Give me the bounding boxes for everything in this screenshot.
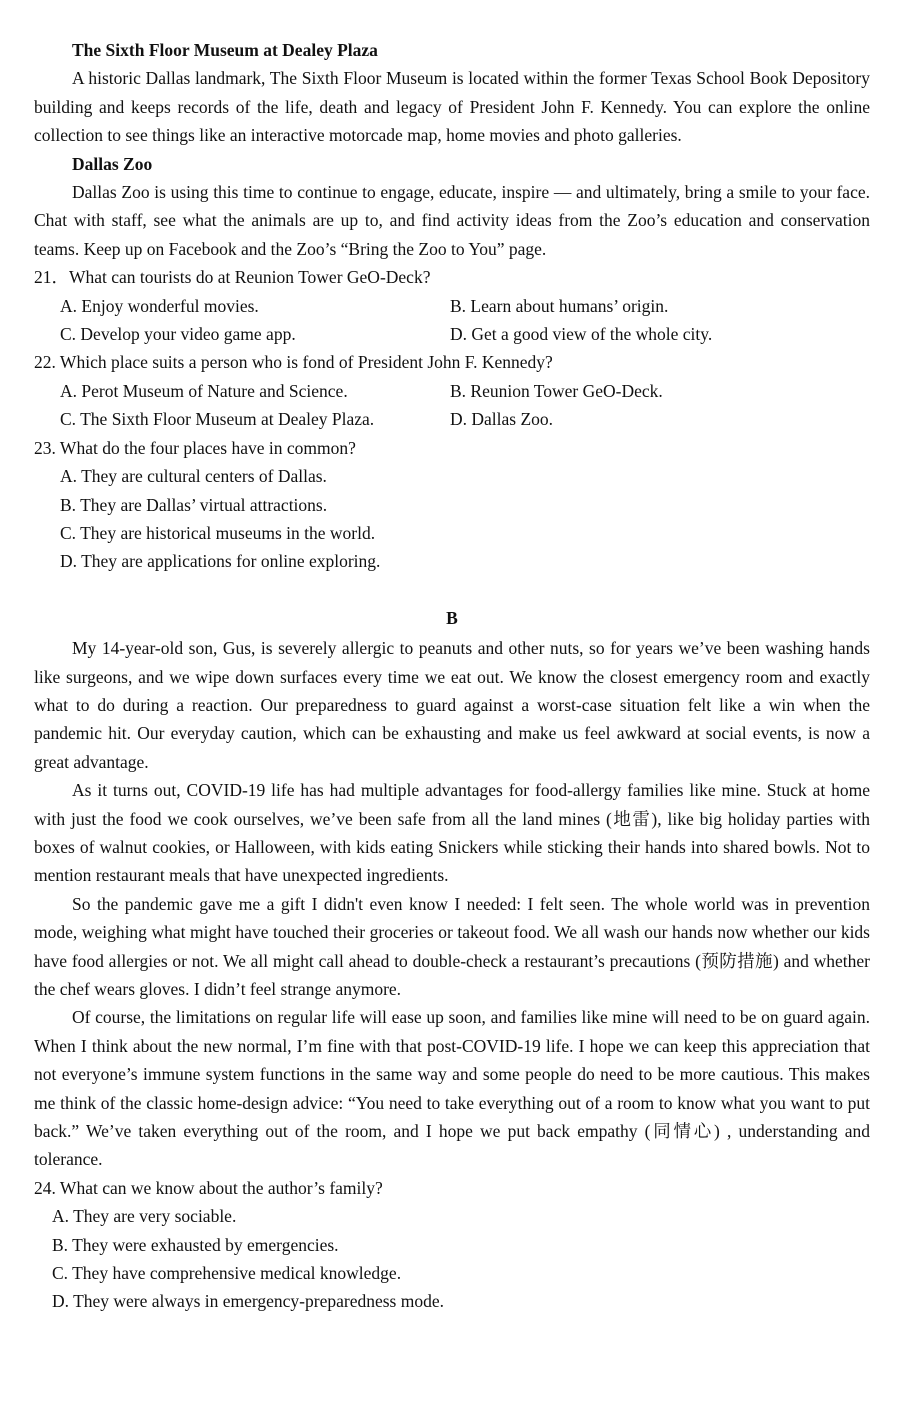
question-24 bbox=[34, 1174, 870, 1316]
question-21-option-b[interactable]: B. Learn about humans’ origin. bbox=[450, 295, 669, 316]
question-23 bbox=[34, 434, 870, 576]
question-23-option-d[interactable]: D. They are applications for online exploring. bbox=[60, 551, 381, 572]
passage-b-paragraph-4: Of course, the limitations on regular life will ease up soon, and families like mine will need to be on guard again. When I think about the new normal, I’m fine with that post-COVID-19 life. I hope we can keep this appreciation that not everyone’s immune system functions in the same way and some people do need to be more cautious. This makes me think of the classic home-design advice: “You need to take everything out of a room to know what you want to put back.” We’ve taken everything out of the room, and I hope we put back empathy (同情心) , understanding and tolerance. bbox=[34, 1007, 870, 1170]
question-22-options-row-2 bbox=[34, 405, 870, 433]
question-24-option-a[interactable]: A. They are very sociable. bbox=[52, 1206, 237, 1227]
question-22-stem: 22. Which place suits a person who is fond of President John F. Kennedy? bbox=[34, 352, 553, 373]
question-23-option-b[interactable]: B. They are Dallas’ virtual attractions. bbox=[60, 494, 328, 515]
passage-b-paragraph-2: As it turns out, COVID-19 life has had multiple advantages for food-allergy families like mine. Stuck at home with just the food we cook ourselves, we’ve been safe from all the land mines (地雷), like big holiday parties with boxes of walnut cookies, or Halloween, with kids eating Snickers while sticking their hands into shared bowls. Not to mention restaurant meals that have unexpected ingredients. bbox=[34, 780, 870, 886]
question-22-option-b[interactable]: B. Reunion Tower GeO-Deck. bbox=[450, 380, 663, 401]
question-24-option-b[interactable]: B. They were exhausted by emergencies. bbox=[52, 1234, 339, 1255]
question-23-stem: 23. What do the four places have in common? bbox=[34, 437, 356, 458]
question-21-options-row-1 bbox=[34, 292, 870, 320]
passage-b-paragraph-1: My 14-year-old son, Gus, is severely allergic to peanuts and other nuts, so for years we’ve been washing hands like surgeons, and we wipe down surfaces every time we eat out. We know the closest emergency room and exactly what to do during a reaction. Our preparedness to guard against a worst-case situation felt like a win when the pandemic hit. Our everyday caution, which can be exhausting and make us feel awkward at social events, is now a great advantage. bbox=[34, 638, 870, 772]
question-24-stem: 24. What can we know about the author’s family? bbox=[34, 1177, 383, 1198]
passage-b-paragraph-3: So the pandemic gave me a gift I didn't even know I needed: I felt seen. The whole world was in prevention mode, weighing what might have touched their groceries or takeout food. We all wash our hands now whether our kids have food allergies or not. We all might call ahead to double-check a restaurant’s precautions (预防措施) and whether the chef wears gloves. I didn’t feel strange anymore. bbox=[34, 893, 870, 999]
question-21-option-a[interactable]: A. Enjoy wonderful movies. bbox=[60, 295, 259, 316]
question-22-option-c[interactable]: C. The Sixth Floor Museum at Dealey Plaza. bbox=[60, 409, 375, 430]
question-23-option-a[interactable]: A. They are cultural centers of Dallas. bbox=[60, 466, 327, 487]
section-b-label: B bbox=[446, 607, 458, 628]
question-22 bbox=[34, 348, 870, 433]
museum-paragraph: A historic Dallas landmark, The Sixth Floor Museum is located within the former Texas School Book Depository building and keeps records of the life, death and legacy of President John F. Kennedy. You can explore the online collection to see things like an interactive motorcade map, home movies and photo galleries. bbox=[34, 68, 870, 146]
question-22-option-d[interactable]: D. Dallas Zoo. bbox=[450, 409, 554, 430]
question-21 bbox=[34, 263, 870, 348]
zoo-paragraph: Dallas Zoo is using this time to continue to engage, educate, inspire — and ultimately, bring a smile to your face. Chat with staff, see what the animals are up to, and find activity ideas from the Zoo’s education and conservation teams. Keep up on Facebook and the Zoo’s “Bring the Zoo to You” page. bbox=[34, 182, 870, 259]
question-23-option-c[interactable]: C. They are historical museums in the world. bbox=[60, 522, 376, 543]
zoo-heading: Dallas Zoo bbox=[72, 153, 153, 174]
question-21-options-row-2 bbox=[34, 320, 870, 348]
question-21-stem: 21．What can tourists do at Reunion Tower GeO-Deck? bbox=[34, 267, 431, 288]
question-22-options-row-1 bbox=[34, 377, 870, 405]
question-22-option-a[interactable]: A. Perot Museum of Nature and Science. bbox=[60, 380, 348, 401]
question-24-option-c[interactable]: C. They have comprehensive medical knowledge. bbox=[52, 1263, 402, 1284]
question-21-option-d[interactable]: D. Get a good view of the whole city. bbox=[450, 324, 713, 345]
museum-heading: The Sixth Floor Museum at Dealey Plaza bbox=[72, 40, 378, 60]
question-21-option-c[interactable]: C. Develop your video game app. bbox=[60, 324, 296, 345]
question-24-option-d[interactable]: D. They were always in emergency-preparedness mode. bbox=[52, 1291, 444, 1312]
